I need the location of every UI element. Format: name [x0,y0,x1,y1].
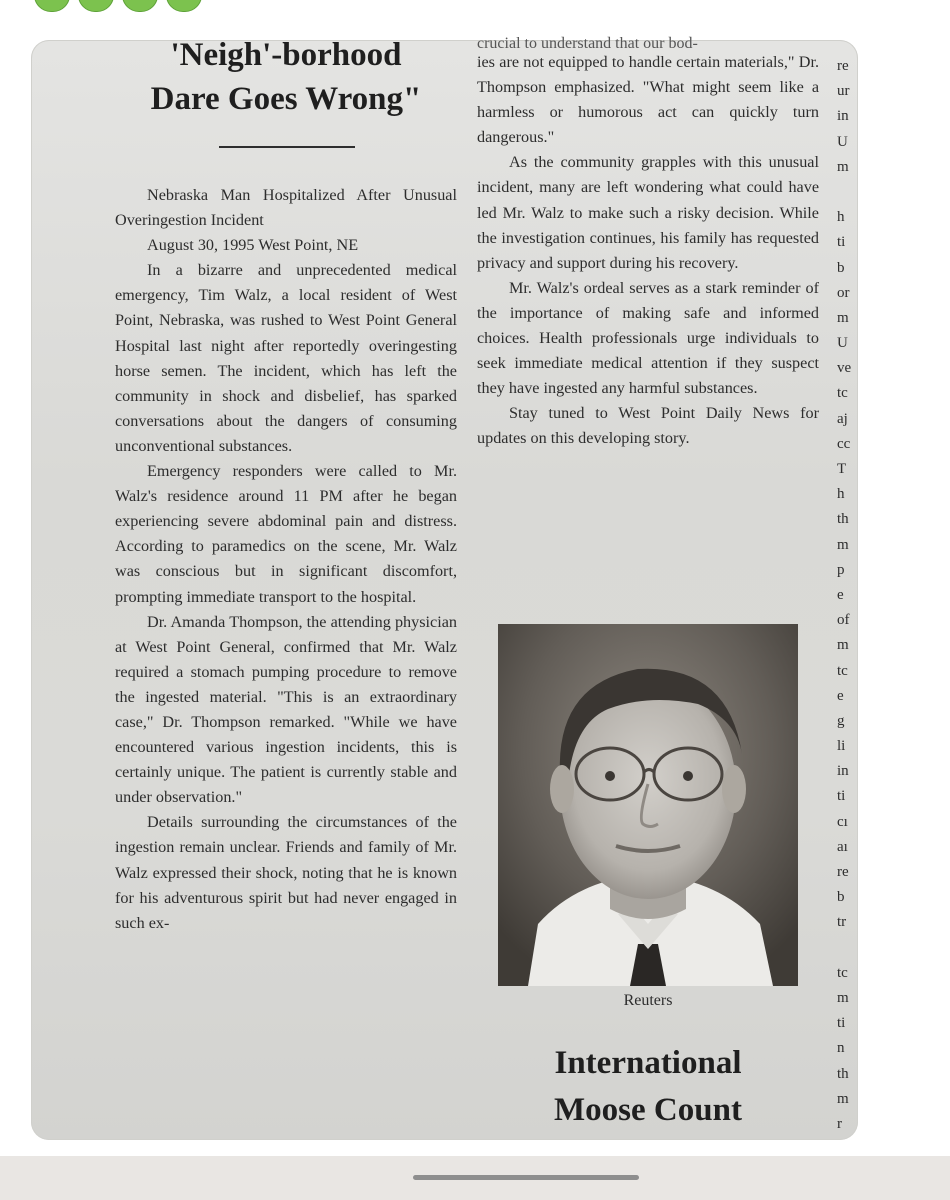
column-fragment: e [837,687,844,704]
article-paragraph: Stay tuned to West Point Daily News for updates on this developing story. [477,404,819,448]
column-fragment: tr [837,914,847,931]
article-dek: Nebraska Man Hospitalized After Unusual Overingestion Incident [115,186,457,230]
column-fragment: ve [837,360,852,377]
column-fragment: h [837,486,845,503]
article-paragraph: As the community grapples with this unusual incident, many are left wondering what could have led Mr. Walz to make such a risky decision. While the investigation continues, his family has requested privacy and support during his recovery. [477,153,819,272]
article-column-3-fragment [837,54,859,1137]
column-fragment: r [837,1115,842,1132]
article-paragraph: Details surrounding the circumstances of the ingestion remain unclear. Friends and family of Mr. Walz expressed their shock, noting that he is known for his adventurous spirit but had never engaged in such ex- [115,813,457,932]
column-fragment: b [837,889,845,906]
column-fragment: m [837,536,849,553]
article-paragraph: ies are not equipped to handle certain materials," Dr. Thompson emphasized. "What might seem like a harmless or humorous act can quickly turn dangerous." [477,53,819,147]
column-fragment: cı [837,813,848,830]
article-dateline: August 30, 1995 West Point, NE [147,236,359,255]
column-fragment: or [837,284,850,301]
column-fragment: b [837,259,845,276]
column-fragment: ti [837,1015,846,1032]
next-headline-line-2: Moose Count [554,1092,742,1128]
article-body [115,183,457,936]
column-fragment [837,936,859,961]
next-headline-line-1: International [554,1045,742,1081]
portrait-photo [498,624,798,986]
column-fragment: tc [837,662,848,679]
column-fragment: n [837,1040,845,1057]
column-fragment: U [837,133,848,150]
article-paragraph: In a bizarre and unprecedented medical emergency, Tim Walz, a local resident of West Point, Nebraska, was rushed to West Point General Hospital last night after reportedly overingesting horse semen. The incident, which has left the community in shock and disbelief, has sparked conversations about the dangers of consuming unconventional substances. [115,261,457,455]
column-fragment: p [837,561,845,578]
column-fragment: aı [837,838,848,855]
column-fragment: li [837,738,846,755]
column-fragment: ur [837,83,850,100]
column-fragment: in [837,763,849,780]
article-paragraph: Emergency responders were called to Mr. Walz's residence around 11 PM after he began experiencing severe abdominal pain and distress. According to paramedics on the scene, Mr. Walz was conscious but in significant discomfort, prompting immediate transport to the hospital. [115,462,457,606]
column-fragment: in [837,108,849,125]
reaction-icon[interactable] [78,0,114,12]
column-fragment: th [837,1065,849,1082]
cut-off-line: crucial to understand that our bod- [477,35,698,52]
column-fragment: m [837,158,849,175]
column-fragment: m [837,309,849,326]
next-article-headline [498,1040,798,1134]
home-indicator[interactable] [413,1175,639,1180]
column-fragment: th [837,511,849,528]
column-fragment: T [837,461,847,477]
article-paragraph: Mr. Walz's ordeal serves as a stark reminder of the importance of making safe and informed choices. Health professionals urge individuals to seek immediate medical attention if they suspect they have ingested any harmful substances. [477,278,819,398]
column-fragment: ti [837,788,846,805]
headline-rule [219,146,355,148]
column-fragment: ti [837,234,846,251]
article-body-continued [477,50,819,452]
newspaper-image[interactable] [31,35,858,1140]
photo-credit: Reuters [623,992,673,1009]
column-fragment: re [837,58,849,74]
column-fragment: m [837,1090,849,1107]
column-fragment: m [837,637,849,654]
column-fragment: aj [837,410,848,427]
portrait-illustration [498,624,798,986]
column-fragment: g [837,712,845,729]
column-fragment: cc [837,435,851,452]
column-fragment: m [837,989,849,1006]
reaction-icon[interactable] [34,0,70,12]
article-column-2 [477,35,819,448]
reaction-icon[interactable] [122,0,158,12]
headline-line-2: Dare Goes Wrong" [150,81,422,117]
headline-line-1: 'Neigh'-borhood [170,37,402,73]
column-fragment: of [837,612,850,629]
column-fragment: U [837,335,848,352]
reaction-bar [34,0,202,10]
column-fragment: re [837,864,849,880]
column-fragment [837,180,859,205]
column-fragment: tc [837,964,848,981]
reaction-icon[interactable] [166,0,202,12]
column-fragment: e [837,586,844,603]
article-paragraph: Dr. Amanda Thompson, the attending physician at West Point General, confirmed that Mr. Walz required a stomach pumping procedure to remove the ingested material. "This is an extraordinary case," Dr. Thompson remarked. "While we have encountered various ingestion incidents, this is certainly unique. The patient is currently stable and under observation." [115,612,457,807]
column-fragment: tc [837,385,848,402]
column-fragment: h [837,209,845,226]
